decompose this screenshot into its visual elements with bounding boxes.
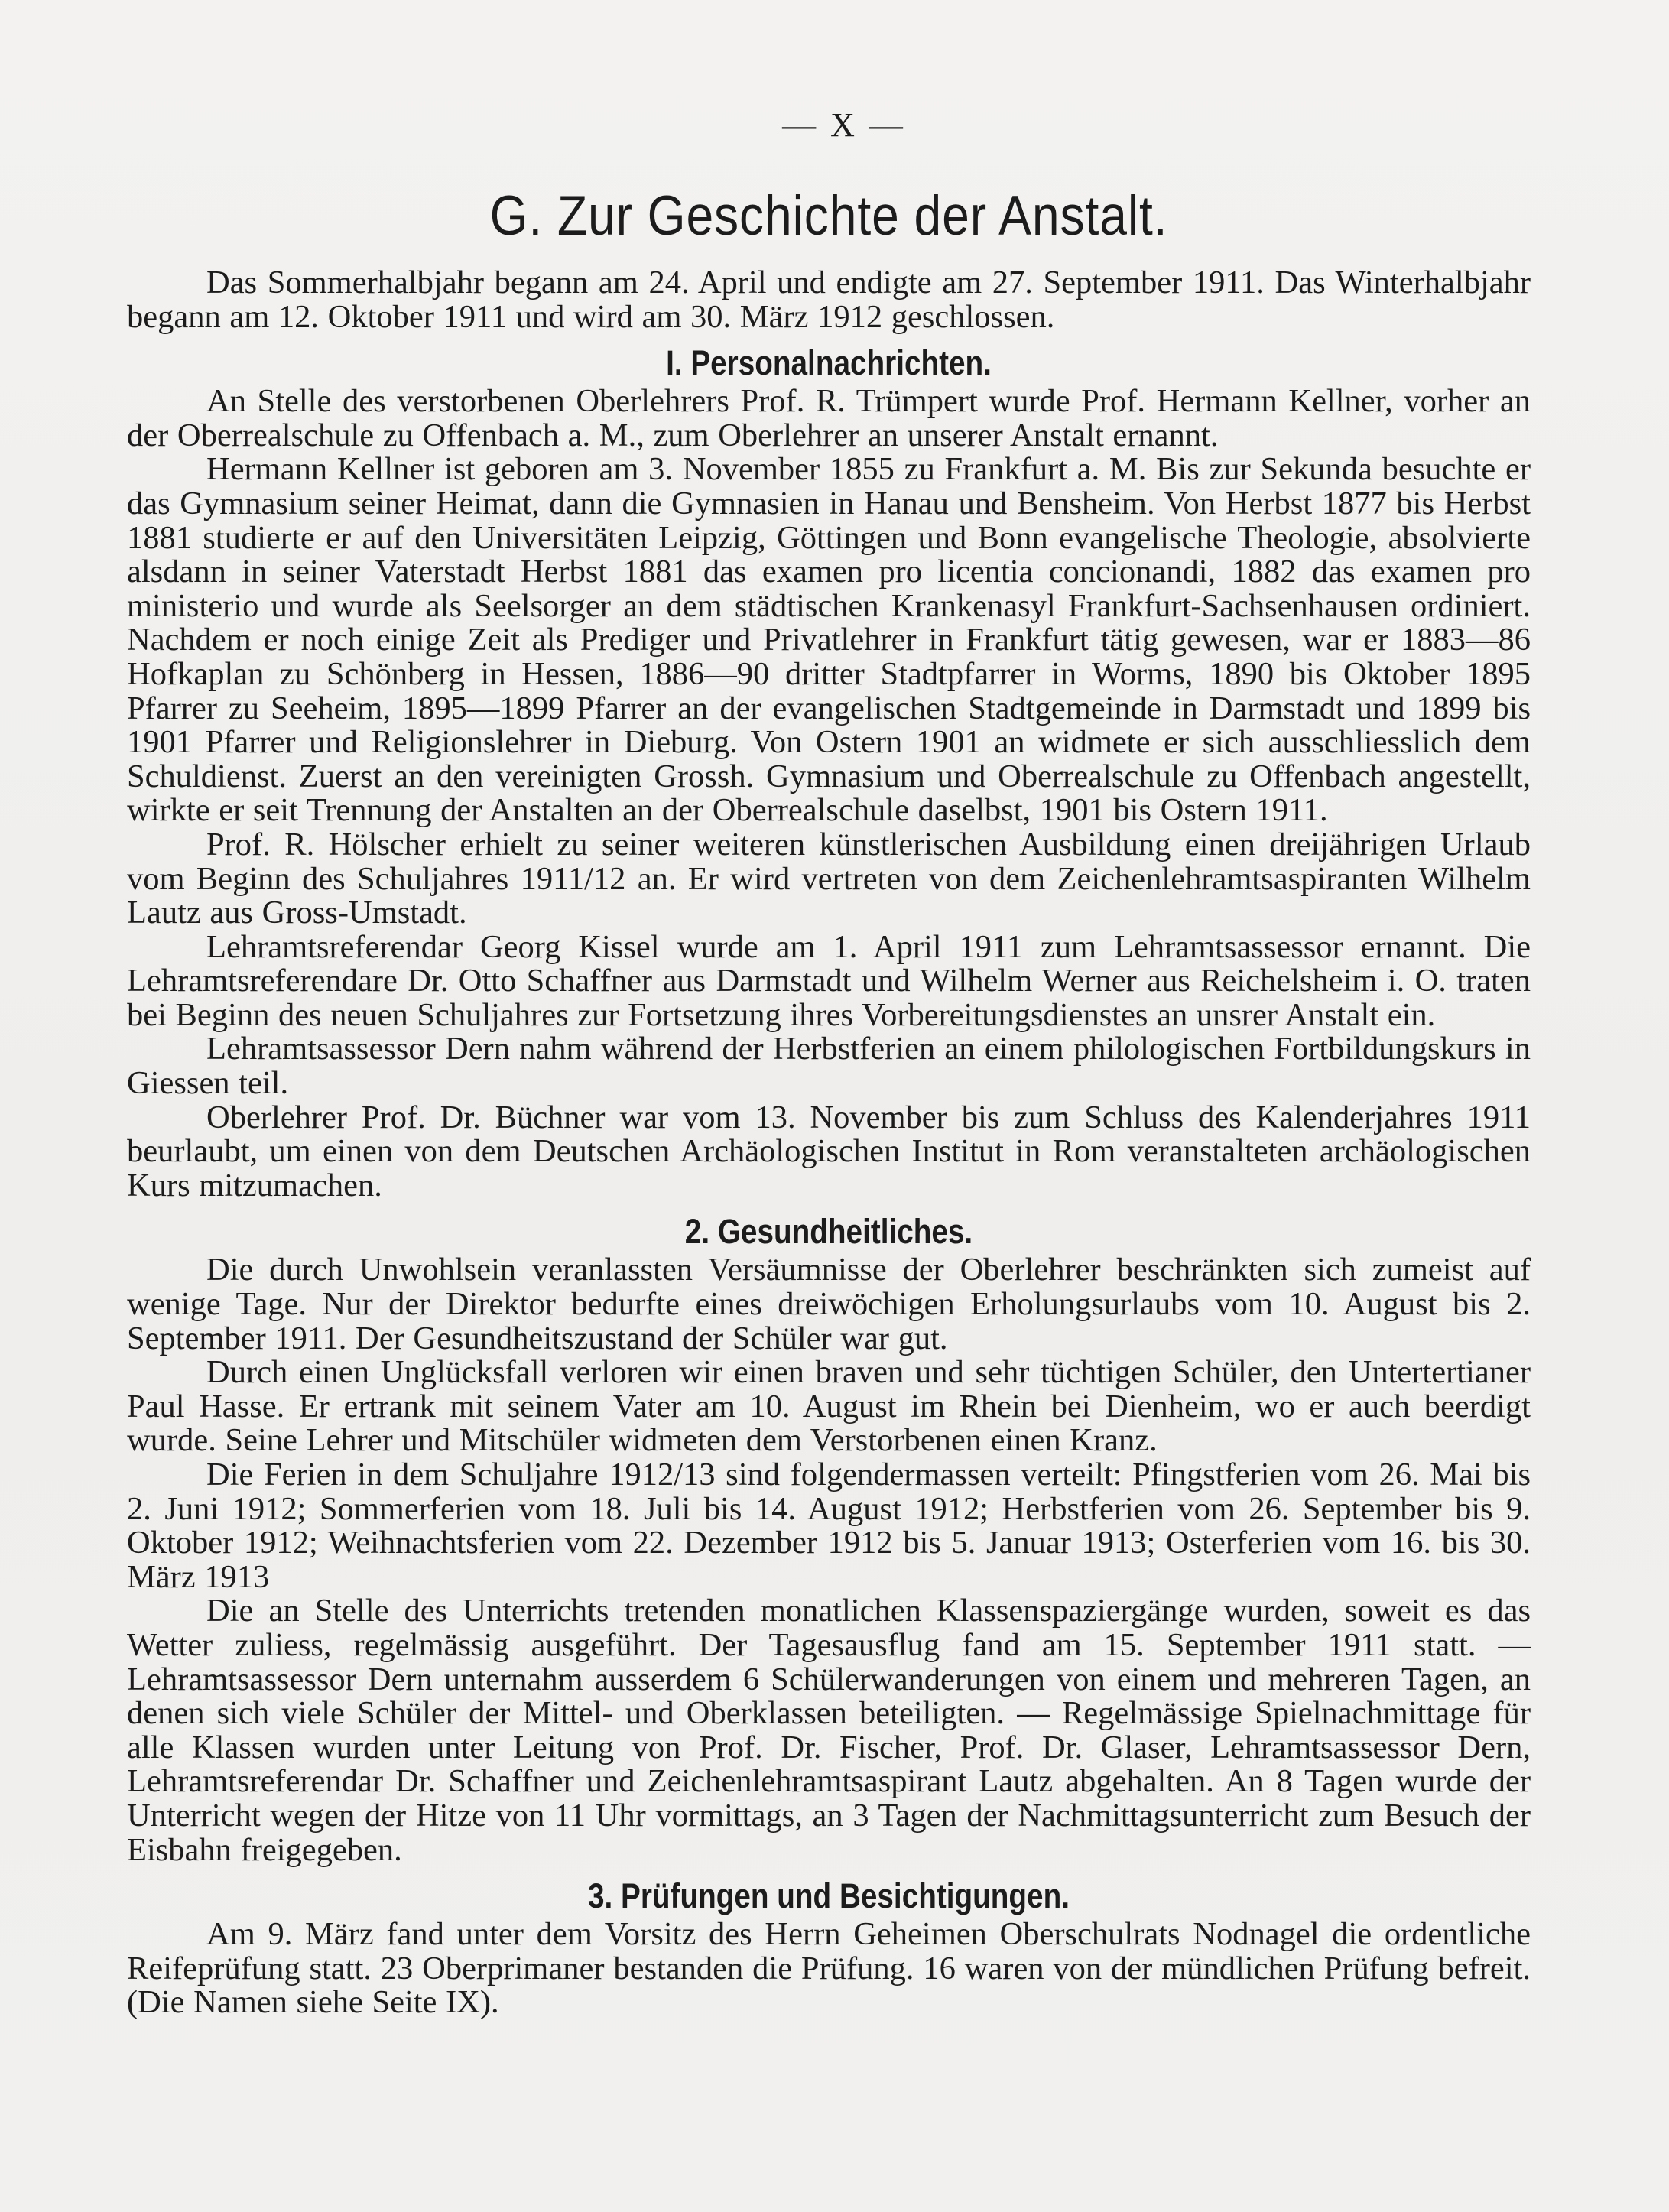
paragraph: Lehramtsassessor Dern nahm während der Herbstferien an einem philologischen Fortbildungskurs in Giessen teil.: [127, 1031, 1531, 1102]
page-content: [127, 106, 1531, 2020]
paragraph: Oberlehrer Prof. Dr. Büchner war vom 13. November bis zum Schluss des Kalenderjahres 1911 beurlaubt, um einen von dem Deutschen Archäologischen Institut in Rom veranstalteten archäologischen Kurs mitzumachen.: [127, 1099, 1531, 1203]
paragraph: Hermann Kellner ist geboren am 3. November 1855 zu Frankfurt a. M. Bis zur Sekunda besuchte er das Gymnasium seiner Heimat, dann die Gymnasien in Hanau und Bensheim. Von Herbst 1877 bis Herbst 1881 studierte er auf den Universitäten Leipzig, Göttingen und Bonn evangelische Theologie, absolvierte alsdann in seiner Vaterstadt Herbst 1881 das examen pro licentia concionandi, 1882 das examen pro ministerio und wurde als Seelsorger an dem städtischen Krankenasyl Frankfurt-Sachsenhausen ordiniert. Nachdem er noch einige Zeit als Prediger und Privatlehrer in Frankfurt tätig gewesen, war er 1883—86 Hofkaplan zu Schönberg in Hessen, 1886—90 dritter Stadtpfarrer in Worms, 1890 bis Oktober 1895 Pfarrer zu Seeheim, 1895—1899 Pfarrer an der evangelischen Stadtgemeinde in Darmstadt und 1899 bis 1901 Pfarrer und Religionslehrer in Dieburg. Von Ostern 1901 an widmete er sich ausschliesslich dem Schuldienst. Zuerst an den vereinigten Grossh. Gymnasium und Oberrealschule zu Offenbach angestellt, wirkte er seit Trennung der Anstalten an der Oberrealschule daselbst, 1901 bis Ostern 1911.: [127, 451, 1531, 829]
intro-paragraph: Das Sommerhalbjahr begann am 24. April und endigte am 27. September 1911. Das Winterhalbjahr begann am 12. Oktober 1911 und wird am 30. März 1912 geschlossen.: [127, 265, 1531, 335]
paragraph: Prof. R. Hölscher erhielt zu seiner weiteren künstlerischen Ausbildung einen dreijährigen Urlaub vom Beginn des Schuljahres 1911/12 an. Er wird vertreten von dem Zeichenlehramtsaspiranten Wilhelm Lautz aus Gross-Umstadt.: [127, 826, 1531, 931]
page-title: G. Zur Geschichte der Anstalt.: [489, 185, 1168, 247]
section-heading-personalnachrichten: I. Personalnachrichten.: [666, 343, 992, 383]
paragraph: Die Ferien in dem Schuljahre 1912/13 sind folgendermassen verteilt: Pfingstferien vom 26. Mai bis 2. Juni 1912; Sommerferien vom 18. Juli bis 14. August 1912; Herbstferien vom 26. September bis 9. Oktober 1912; Weihnachtsferien vom 22. Dezember 1912 bis 5. Januar 1913; Osterferien vom 16. bis 30. März 1913: [127, 1457, 1531, 1595]
paragraph: Lehramtsreferendar Georg Kissel wurde am 1. April 1911 zum Lehramtsassessor ernannt. Die Lehramtsreferendare Dr. Otto Schaffner aus Darmstadt und Wilhelm Werner aus Reichelsheim i. O. traten bei Beginn des neuen Schuljahres zur Fortsetzung ihres Vorbereitungsdienstes an unsrer Anstalt ein.: [127, 928, 1531, 1033]
paragraph: An Stelle des verstorbenen Oberlehrers Prof. R. Trümpert wurde Prof. Hermann Kellner, vorher an der Oberrealschule zu Offenbach a. M., zum Oberlehrer an unserer Anstalt ernannt.: [127, 383, 1531, 453]
paragraph: Durch einen Unglücksfall verloren wir einen braven und sehr tüchtigen Schüler, den Untertertianer Paul Hasse. Er ertrank mit seinem Vater am 10. August im Rhein bei Dienheim, wo er auch beerdigt wurde. Seine Lehrer und Mitschüler widmeten dem Verstorbenen einen Kranz.: [127, 1354, 1531, 1459]
paragraph: Die an Stelle des Unterrichts tretenden monatlichen Klassenspaziergänge wurden, soweit es das Wetter zuliess, regelmässig ausgeführt. Der Tagesausflug fand am 15. September 1911 statt. — Lehramtsassessor Dern unternahm ausserdem 6 Schülerwanderungen von einem und mehreren Tagen, an denen sich viele Schüler der Mittel- und Oberklassen beteiligten. — Regelmässige Spielnachmittage für alle Klassen wurden unter Leitung von Prof. Dr. Fischer, Prof. Dr. Glaser, Lehramtsassessor Dern, Lehramtsreferendar Dr. Schaffner und Zeichenlehramtsaspirant Lautz abgehalten. An 8 Tagen wurde der Unterricht wegen der Hitze von 11 Uhr vormittags, an 3 Tagen der Nachmittagsunterricht zum Besuch der Eisbahn freigegeben.: [127, 1593, 1531, 1868]
section-heading-pruefungen: 3. Prüfungen und Besichtigungen.: [588, 1876, 1070, 1916]
section-heading-gesundheitliches: 2. Gesundheitliches.: [684, 1212, 973, 1252]
paragraph: Die durch Unwohlsein veranlassten Versäumnisse der Oberlehrer beschränkten sich zumeist auf wenige Tage. Nur der Direktor bedurfte eines dreiwöchigen Erholungsurlaubs vom 10. August bis 2. September 1911. Der Gesundheitszustand der Schüler war gut.: [127, 1252, 1531, 1356]
paragraph: Am 9. März fand unter dem Vorsitz des Herrn Geheimen Oberschulrats Nodnagel die ordentliche Reifeprüfung statt. 23 Oberprimaner bestanden die Prüfung. 16 waren von der mündlichen Prüfung befreit. (Die Namen siehe Seite IX).: [127, 1916, 1531, 2021]
page-number: — X —: [782, 106, 906, 144]
